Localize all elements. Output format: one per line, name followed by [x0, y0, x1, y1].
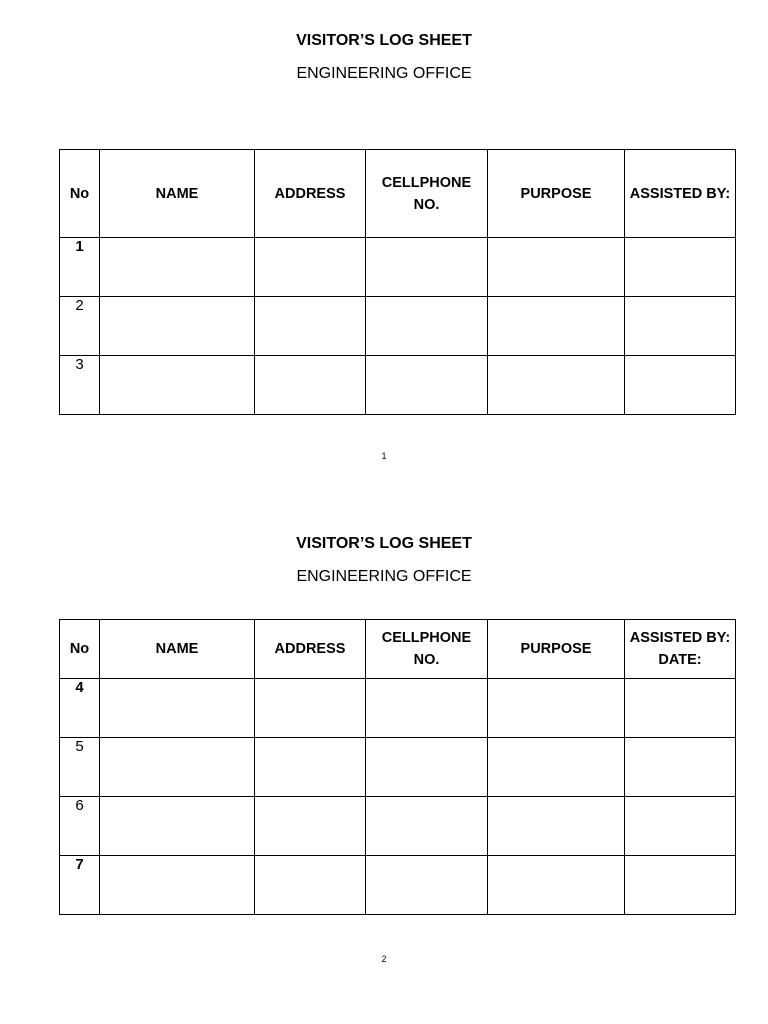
table-header-row: [60, 620, 736, 679]
header-purpose: PURPOSE: [488, 620, 625, 679]
assisted-by-cell[interactable]: [625, 679, 736, 738]
cellphone-cell[interactable]: [366, 738, 488, 797]
table-header-row: [60, 150, 736, 238]
cellphone-cell[interactable]: [366, 856, 488, 915]
purpose-cell[interactable]: [488, 238, 625, 297]
header-assisted-line1: ASSISTED BY:: [629, 185, 731, 202]
address-cell[interactable]: [255, 738, 366, 797]
address-cell[interactable]: [255, 679, 366, 738]
page-number: 1: [381, 451, 387, 461]
assisted-by-cell[interactable]: [625, 238, 736, 297]
row-number: 3: [60, 356, 100, 415]
name-cell[interactable]: [100, 297, 255, 356]
assisted-by-cell[interactable]: [625, 797, 736, 856]
row-number: 2: [60, 297, 100, 356]
name-cell[interactable]: [100, 856, 255, 915]
header-assisted-line1: ASSISTED BY:: [629, 630, 731, 646]
purpose-cell[interactable]: [488, 356, 625, 415]
header-cellphone: [366, 620, 488, 679]
visitor-log-table: [59, 149, 736, 415]
assisted-by-cell[interactable]: [625, 856, 736, 915]
header-no: No: [60, 620, 100, 679]
table-row: [60, 856, 736, 915]
table-row: [60, 679, 736, 738]
cellphone-cell[interactable]: [366, 679, 488, 738]
purpose-cell[interactable]: [488, 679, 625, 738]
address-cell[interactable]: [255, 797, 366, 856]
name-cell[interactable]: [100, 238, 255, 297]
header-no: No: [60, 150, 100, 238]
name-cell[interactable]: [100, 679, 255, 738]
row-number: 6: [60, 797, 100, 856]
header-name: NAME: [100, 150, 255, 238]
cellphone-cell[interactable]: [366, 238, 488, 297]
header-assisted-line2: DATE:: [658, 652, 702, 668]
purpose-cell[interactable]: [488, 797, 625, 856]
cellphone-cell[interactable]: [366, 797, 488, 856]
sheet-subtitle: ENGINEERING OFFICE: [296, 65, 472, 82]
header-cellphone-line1: CELLPHONE: [381, 174, 472, 191]
assisted-by-cell[interactable]: [625, 356, 736, 415]
page-number: 2: [381, 954, 387, 964]
header-address: ADDRESS: [255, 620, 366, 679]
header-assisted-by: [625, 620, 736, 679]
sheet-title: VISITOR’S LOG SHEET: [296, 535, 472, 552]
header-name: NAME: [100, 620, 255, 679]
purpose-cell[interactable]: [488, 297, 625, 356]
address-cell[interactable]: [255, 297, 366, 356]
name-cell[interactable]: [100, 738, 255, 797]
header-address: ADDRESS: [255, 150, 366, 238]
table-row: [60, 797, 736, 856]
cellphone-cell[interactable]: [366, 297, 488, 356]
header-purpose: PURPOSE: [488, 150, 625, 238]
table-row: [60, 356, 736, 415]
name-cell[interactable]: [100, 797, 255, 856]
header-cellphone-line2: NO.: [413, 652, 440, 668]
header-cellphone-line1: CELLPHONE: [381, 630, 472, 646]
address-cell[interactable]: [255, 356, 366, 415]
sheet-title: VISITOR’S LOG SHEET: [296, 32, 472, 49]
purpose-cell[interactable]: [488, 738, 625, 797]
address-cell[interactable]: [255, 238, 366, 297]
purpose-cell[interactable]: [488, 856, 625, 915]
row-number: 1: [60, 238, 100, 297]
address-cell[interactable]: [255, 856, 366, 915]
row-number: 7: [60, 856, 100, 915]
header-cellphone: [366, 150, 488, 238]
header-cellphone-line2: NO.: [413, 196, 440, 213]
visitor-log-table: [59, 619, 736, 915]
name-cell[interactable]: [100, 356, 255, 415]
table-row: [60, 297, 736, 356]
header-assisted-by: [625, 150, 736, 238]
sheet-subtitle: ENGINEERING OFFICE: [296, 568, 472, 585]
assisted-by-cell[interactable]: [625, 738, 736, 797]
row-number: 4: [60, 679, 100, 738]
cellphone-cell[interactable]: [366, 356, 488, 415]
row-number: 5: [60, 738, 100, 797]
table-row: [60, 738, 736, 797]
table-row: [60, 238, 736, 297]
assisted-by-cell[interactable]: [625, 297, 736, 356]
